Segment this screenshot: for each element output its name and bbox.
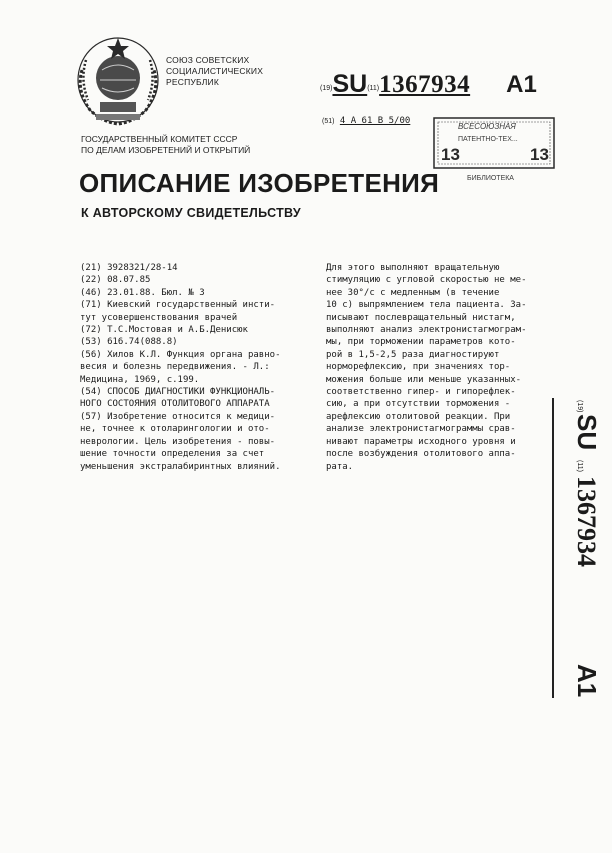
biblio-line: (53) 616.74(088.8) <box>80 337 178 348</box>
organization-name <box>166 55 263 88</box>
committee-line: ПО ДЕЛАМ ИЗОБРЕТЕНИЙ И ОТКРЫТИЙ <box>81 145 251 155</box>
abstract-line: мы, при торможении параметров кото- <box>326 337 516 348</box>
vertical-patent-number <box>548 396 602 714</box>
abstract-line: писывают послевращательный нистагм, <box>326 312 516 323</box>
stamp-number: 13 <box>441 145 460 164</box>
abstract-line: нее 30°/с с медленным (в течение <box>326 287 500 298</box>
abstract-line: 10 с) выпрямлением тела пациента. За- <box>326 300 527 311</box>
stamp-text: ВСЕСОЮЗНАЯ <box>458 122 516 131</box>
ipc-code: 4 A 61 B 5/00 <box>339 116 411 126</box>
biblio-line: Медицина, 1969, с.199. <box>80 374 200 385</box>
biblio-line: неврологии. Цель изобретения - повы- <box>80 436 276 447</box>
biblio-line: НОГО СОСТОЯНИЯ ОТОЛИТОВОГО АППАРАТА <box>80 399 270 410</box>
biblio-line: (46) 23.01.88. Бюл. № 3 <box>80 287 205 298</box>
abstract-line: выполняют анализ электронистагмограм- <box>326 325 527 336</box>
biblio-line: (72) Т.С.Мостовая и А.Б.Денисюк <box>80 325 248 336</box>
biblio-line: весия и болезнь передвижения. - Л.: <box>80 362 270 373</box>
bibliographic-data <box>80 262 280 473</box>
biblio-line: тут усовершенствования врачей <box>80 312 238 323</box>
document-title: ОПИСАНИЕ ИЗОБРЕТЕНИЯ <box>79 168 440 198</box>
biblio-line: уменьшения экстралабиринтных влияний. <box>80 461 281 472</box>
abstract-line: соответственно гипер- и гипорефлек- <box>326 387 516 398</box>
document-subtitle: К АВТОРСКОМУ СВИДЕТЕЛЬСТВУ <box>81 206 301 220</box>
country-code: SU <box>332 70 368 98</box>
abstract-line: анализе электронистагмограммы срав- <box>326 424 516 435</box>
vertical-document-kind: A1 <box>572 664 602 698</box>
vertical-patent-number-text: 1367934 <box>572 476 601 567</box>
abstract-line: нивают параметры исходного уровня и <box>326 436 516 447</box>
abstract-line: арефлексию отолитовой реакции. При <box>326 411 511 422</box>
abstract-line: Для этого выполняют вращательную <box>326 263 500 273</box>
document-kind: A1 <box>506 71 537 98</box>
abstract-text <box>326 262 526 473</box>
vertical-number-tag: (11) <box>576 460 583 472</box>
organization-line: РЕСПУБЛИК <box>166 77 220 87</box>
abstract-line: рой в 1,5-2,5 раза диагностируют <box>326 349 500 360</box>
abstract-line: сию, а при отсутствии торможения - <box>326 399 511 410</box>
committee-line: ГОСУДАРСТВЕННЫЙ КОМИТЕТ СССР <box>81 134 238 144</box>
stamp-text: БИБЛИОТЕКА <box>467 175 514 182</box>
abstract-line: стимуляцию с угловой скоростью не ме- <box>326 275 527 286</box>
abstract-line: норморефлексию, при значениях тор- <box>326 362 511 373</box>
biblio-line: шение точности определения за счет <box>80 449 265 460</box>
abstract-line: после возбуждения отолитового аппа- <box>326 449 516 460</box>
committee-name <box>81 134 250 156</box>
biblio-line: (54) СПОСОБ ДИАГНОСТИКИ ФУНКЦИОНАЛЬ- <box>80 387 276 398</box>
biblio-line: (57) Изобретение относится к медици- <box>80 411 276 422</box>
biblio-line: (56) Хилов К.Л. Функция органа равно- <box>80 349 281 360</box>
vertical-country-code: SU <box>572 414 602 451</box>
stamp-number: 13 <box>530 145 549 164</box>
patent-number-header <box>320 70 537 99</box>
ipc-classification <box>322 116 410 126</box>
country-code-tag: (19) <box>320 85 333 92</box>
organization-line: СОЮЗ СОВЕТСКИХ <box>166 55 250 65</box>
stamp-text: ПАТЕНТНО-ТЕХ... <box>458 136 518 143</box>
biblio-line: не, точнее к отоларингологии и ото- <box>80 424 270 435</box>
abstract-line: можения больше или меньше указанных- <box>326 374 522 385</box>
ipc-tag: (51) <box>322 118 335 125</box>
organization-line: СОЦИАЛИСТИЧЕСКИХ <box>166 66 264 76</box>
biblio-line: (71) Киевский государственный инсти- <box>80 300 276 311</box>
patent-number: 1367934 <box>379 71 471 98</box>
vertical-country-tag: (19) <box>576 400 583 413</box>
state-emblem <box>72 30 164 128</box>
number-tag: (11) <box>367 85 380 92</box>
biblio-line: (22) 08.07.85 <box>80 275 151 286</box>
biblio-line: (21) 3928321/28-14 <box>80 263 178 273</box>
abstract-line: рата. <box>326 461 354 472</box>
